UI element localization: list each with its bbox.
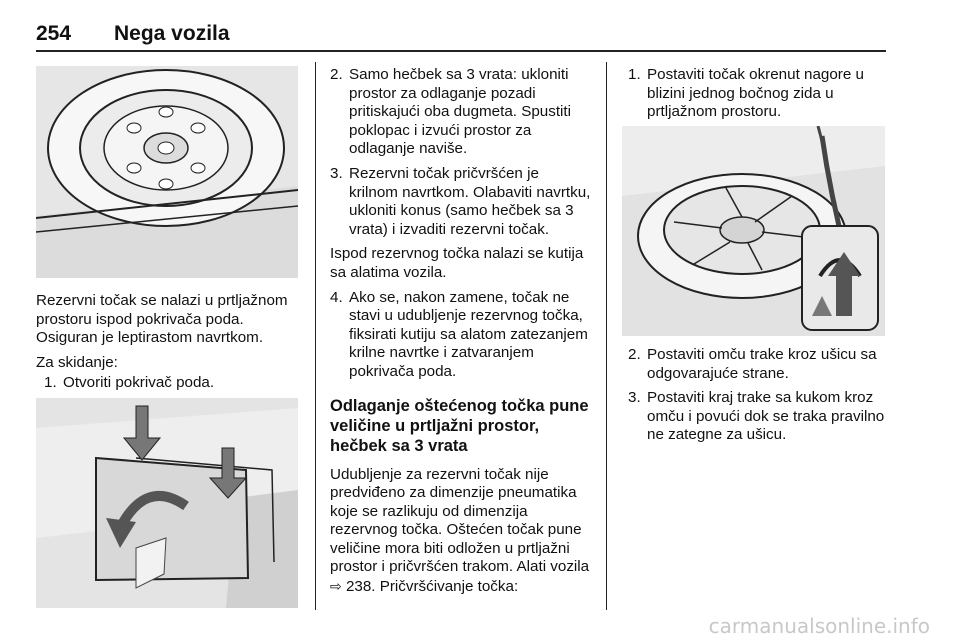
list-item — [330, 165, 592, 239]
step-text: Samo hečbek sa 3 vrata: ukloniti prostor za odlaganje pozadi pritiskajući oba dugmeta. Spustiti poklopac i izvući prostor za odlaganje naviše. — [349, 66, 572, 158]
step-text: Postaviti točak okrenut nagore u blizini jednog bočnog zida u prtljažnom prostoru. — [647, 66, 864, 121]
list-item — [330, 66, 592, 159]
list-item — [628, 389, 890, 445]
middle-column — [330, 66, 592, 603]
column-divider-1 — [315, 62, 316, 610]
left-column — [36, 292, 304, 399]
header-divider — [36, 50, 886, 52]
page-number: 254 — [36, 22, 72, 45]
body-text: Udubljenje za rezervni točak nije predviđeno za dimenzije pneumatika koje se razlikuju od dimenzija rezervnog točka. Oštećen točak pune veličine mora biti odložen u prtljažni prostor i pričvršćen trakom. Alati vozila — [330, 465, 590, 576]
strap-fastening-illustration — [622, 126, 885, 336]
step-number: 3. — [330, 164, 343, 182]
step-number: 4. — [330, 288, 343, 306]
column-divider-2 — [606, 62, 607, 610]
step-text: Postaviti kraj trake sa kukom kroz omču i povući dok se traka pravilno ne zategne za ušicu. — [647, 389, 885, 444]
page-reference[interactable]: 238. Pričvršćivanje točka: — [345, 578, 519, 596]
step-number: 3. — [628, 389, 641, 407]
step-text: Ako se, nakon zamene, točak ne stavi u udubljenje rezervnog točka, fiksirati kutiju sa alatom zatezanjem krilne navrtke i zatvaranjem pokrivača poda. — [349, 288, 588, 380]
removal-label: Za skidanje: — [36, 353, 118, 371]
list-item — [330, 289, 592, 382]
watermark: carmanualsonline.info — [708, 614, 930, 638]
intro-paragraph: Rezervni točak se nalazi u prtljažnom prostoru ispod pokrivača poda. Osiguran je leptirastom navrtkom. — [36, 292, 288, 347]
step-number: 2. — [330, 66, 343, 83]
right-column — [628, 66, 890, 128]
step-number: 1. — [628, 66, 641, 83]
note-text: Ispod rezervnog točka nalazi se kutija sa alatima vozila. — [330, 245, 584, 281]
step-text: Postaviti omču trake kroz ušicu sa odgovarajuće strane. — [647, 346, 877, 382]
section-heading: Odlaganje oštećenog točka pune veličine u prtljažni prostor, hečbek sa 3 vrata — [330, 396, 589, 455]
step-text: Otvoriti pokrivač poda. — [63, 374, 215, 392]
list-item — [44, 374, 304, 393]
step-number: 2. — [628, 346, 641, 363]
arrow-right-icon: ⇨ — [330, 578, 342, 595]
step-number: 1. — [44, 374, 57, 392]
page-title: Nega vozila — [114, 22, 230, 45]
page-header — [36, 22, 886, 52]
step-text: Rezervni točak pričvršćen je krilnom navrtkom. Olabaviti navrtku, ukloniti konus (samo hečbek sa 3 vrata) i izvaditi rezervni točak. — [349, 164, 591, 238]
right-column-lower — [628, 346, 890, 451]
list-item — [628, 346, 890, 383]
list-item — [628, 66, 890, 122]
spare-wheel-illustration — [36, 66, 298, 278]
floor-cover-illustration — [36, 398, 298, 608]
body-paragraph — [330, 466, 592, 597]
